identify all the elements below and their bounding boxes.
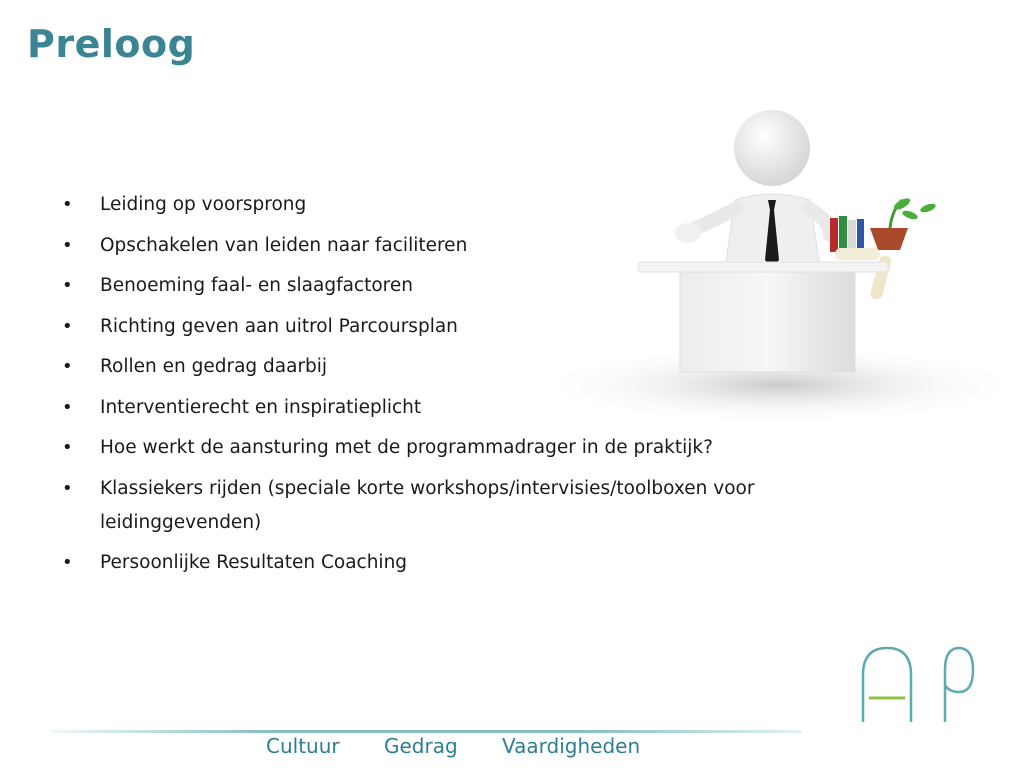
list-item-text: Richting geven aan uitrol Parcoursplan: [100, 315, 458, 337]
bullet-icon: •: [62, 194, 73, 215]
bullet-icon: •: [62, 356, 73, 377]
logo-a-mark: [863, 648, 911, 722]
figure-left-arm: [692, 208, 737, 230]
footer-divider: [50, 730, 802, 733]
bullet-icon: •: [62, 315, 73, 337]
list-item: [58, 431, 858, 465]
book-icon: [857, 219, 864, 252]
desk-front: [680, 272, 855, 372]
footer-word-cultuur: Cultuur: [266, 734, 340, 758]
list-item-text: Rollen en gedrag daarbij: [100, 356, 328, 377]
plant-leaf-icon: [901, 209, 918, 221]
list-item-text: Hoe werkt de aansturing met de programmadrager in de praktijk?: [100, 437, 713, 458]
plant-pot-icon: [870, 228, 908, 250]
desk-top: [638, 262, 888, 272]
book-icon: [848, 220, 856, 252]
list-item-text: Leiding op voorsprong: [100, 194, 307, 215]
footer-tagline: [266, 734, 678, 758]
list-item-text: Klassiekers rijden (speciale korte workshops/intervisies/toolboxen voor leidinggevenden): [100, 477, 755, 533]
bullet-icon: •: [62, 234, 73, 256]
scroll-icon: [869, 254, 892, 301]
list-item-text: Persoonlijke Resultaten Coaching: [100, 552, 408, 573]
footer-word-gedrag: Gedrag: [383, 734, 458, 758]
list-item: [58, 546, 858, 580]
bullet-icon: •: [62, 437, 73, 458]
list-item-text: Opschakelen van leiden naar faciliteren: [100, 234, 468, 256]
book-icon: [830, 218, 838, 252]
figure-head: [734, 110, 810, 186]
bullet-icon: •: [62, 552, 73, 573]
scroll-icon: [835, 248, 880, 260]
bullet-icon: •: [62, 396, 73, 418]
bullet-icon: •: [62, 477, 73, 499]
plant-leaf-icon: [919, 202, 936, 214]
company-logo: [855, 640, 980, 730]
footer-word-vaardigheden: Vaardigheden: [502, 734, 641, 758]
presenter-illustration: [530, 100, 1024, 430]
list-item: [58, 472, 858, 540]
list-item-text: Benoeming faal- en slaagfactoren: [100, 275, 413, 296]
logo-p-mark: [945, 648, 973, 722]
bullet-icon: •: [62, 275, 73, 296]
page-title: Preloog: [27, 22, 196, 66]
figure-left-hand: [675, 223, 701, 243]
list-item-text: Interventierecht en inspiratieplicht: [100, 396, 422, 418]
book-icon: [839, 216, 847, 252]
